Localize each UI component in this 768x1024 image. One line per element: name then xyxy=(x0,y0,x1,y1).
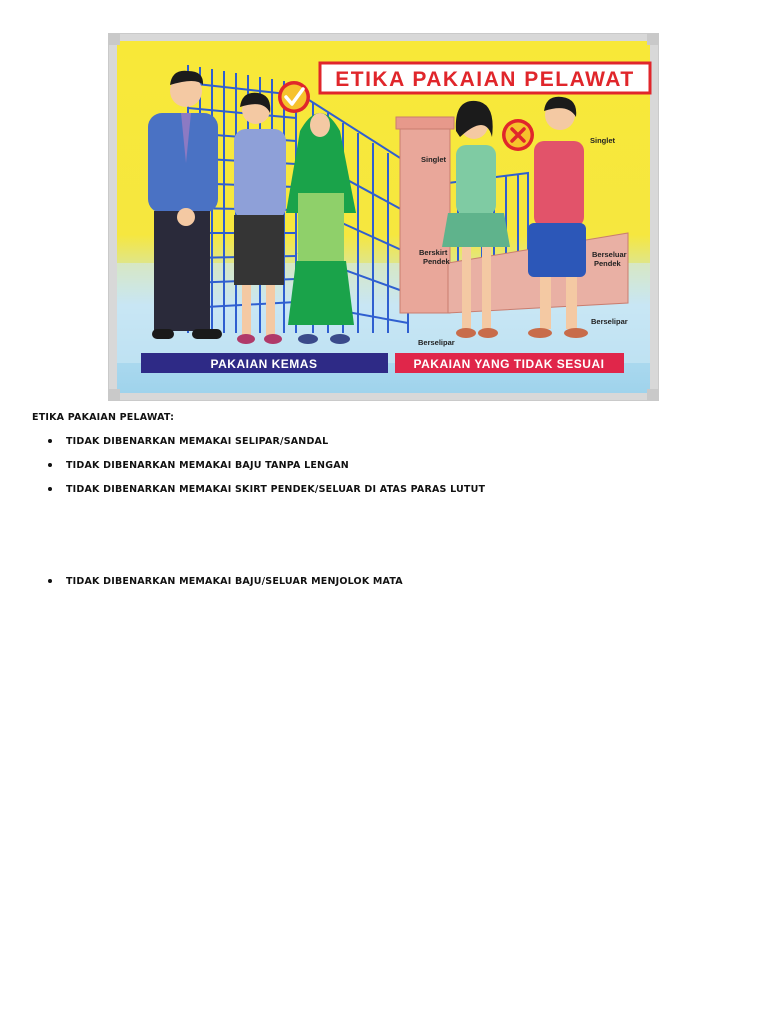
dress-rule-item xyxy=(48,576,403,587)
tag-slippers-left: Berselipar xyxy=(418,338,455,347)
tag-shorts-line2: Pendek xyxy=(594,259,621,268)
tag-short-skirt-line1: Berskirt xyxy=(419,248,448,257)
dress-rule-text: TIDAK DIBENARKAN MEMAKAI BAJU/SELUAR MENJOLOK MATA xyxy=(66,576,403,587)
tag-singlet-left: Singlet xyxy=(421,155,447,164)
dress-rule-text: TIDAK DIBENARKAN MEMAKAI BAJU TANPA LENGAN xyxy=(66,460,349,471)
dress-rule-item xyxy=(48,484,485,495)
tag-singlet-right: Singlet xyxy=(590,136,616,145)
improper-attire-label: PAKAIAN YANG TIDAK SESUAI xyxy=(413,357,605,371)
bullet-icon xyxy=(48,439,52,443)
proper-attire-banner xyxy=(141,353,388,373)
bullet-icon xyxy=(48,463,52,467)
bullet-icon xyxy=(48,579,52,583)
tag-slippers-right: Berselipar xyxy=(591,317,628,326)
poster-title-banner xyxy=(320,63,650,93)
dress-rule-item xyxy=(48,460,349,471)
poster-title: ETIKA PAKAIAN PELAWAT xyxy=(335,68,635,91)
dress-rule-item xyxy=(48,436,328,447)
approved-check-icon xyxy=(278,81,310,113)
visitor-dress-code-poster xyxy=(108,33,659,401)
improper-attire-banner xyxy=(395,353,624,373)
section-heading: ETIKA PAKAIAN PELAWAT: xyxy=(32,412,175,423)
dress-rule-text: TIDAK DIBENARKAN MEMAKAI SKIRT PENDEK/SELUAR DI ATAS PARAS LUTUT xyxy=(66,484,486,495)
not-allowed-cross-icon xyxy=(502,119,534,151)
bullet-icon xyxy=(48,487,52,491)
dress-rule-text: TIDAK DIBENARKAN MEMAKAI SELIPAR/SANDAL xyxy=(66,436,329,447)
tag-shorts-line1: Berseluar xyxy=(592,250,627,259)
proper-attire-label: PAKAIAN KEMAS xyxy=(210,357,318,371)
tag-short-skirt-line2: Pendek xyxy=(423,257,450,266)
